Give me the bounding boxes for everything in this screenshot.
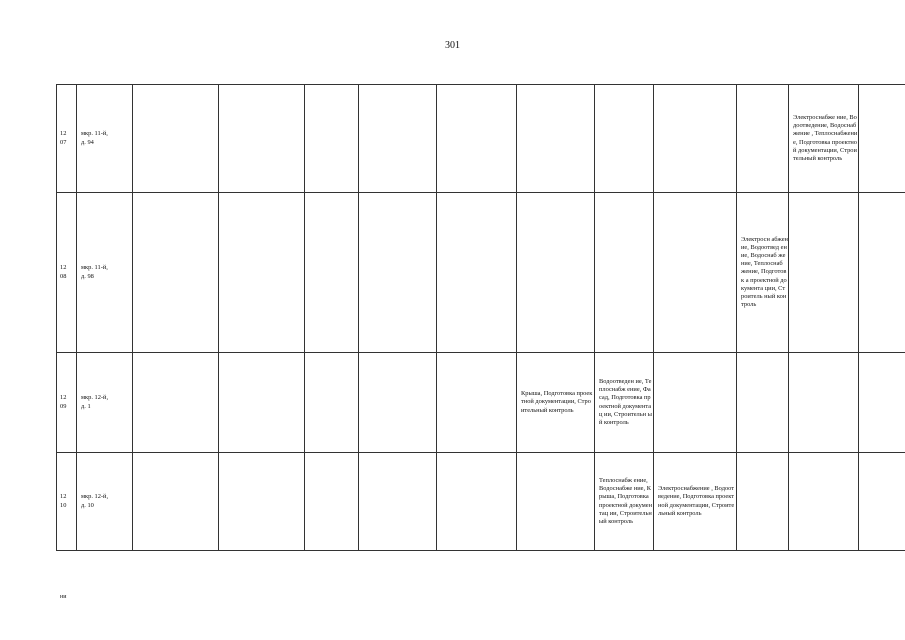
work-cell xyxy=(437,193,517,353)
works-table xyxy=(56,84,905,551)
address-cell: мкр. 11-й, д. 98 xyxy=(77,193,133,353)
table-row xyxy=(57,193,905,353)
work-cell: Водоотведен ие, Теплоснабж ение, Фасад, Подготовка проектной документац ии, Строительн ый контроль xyxy=(595,353,654,453)
page-number: 301 xyxy=(445,40,460,51)
work-cell xyxy=(517,85,595,193)
work-cell xyxy=(133,453,219,551)
work-cell xyxy=(133,353,219,453)
address-cell: мкр. 11-й, д. 94 xyxy=(77,85,133,193)
work-cell: Крыша, Подготовка проектной документации, Строительный контроль xyxy=(517,353,595,453)
work-cell xyxy=(437,453,517,551)
table-row xyxy=(57,85,905,193)
work-cell xyxy=(219,353,305,453)
table-row xyxy=(57,453,905,551)
address-cell: мкр. 12-й, д. 1 xyxy=(77,353,133,453)
work-cell xyxy=(737,453,789,551)
row-number: 12 10 xyxy=(57,453,77,551)
work-cell xyxy=(654,353,737,453)
work-cell xyxy=(305,353,359,453)
work-cell xyxy=(737,85,789,193)
work-cell: Электроснабже ние, Водоотведение, Водоснабжение , Теплоснабжени е, Подготовка проектной документации, Строительный контроль xyxy=(789,85,859,193)
work-cell xyxy=(654,85,737,193)
work-cell xyxy=(789,193,859,353)
address-cell: мкр. 12-й, д. 10 xyxy=(77,453,133,551)
work-cell xyxy=(305,85,359,193)
work-cell xyxy=(359,85,437,193)
work-cell xyxy=(305,193,359,353)
row-number: 12 08 xyxy=(57,193,77,353)
work-cell xyxy=(654,193,737,353)
work-cell xyxy=(789,353,859,453)
work-cell xyxy=(859,85,905,193)
footer-mark: ни xyxy=(60,594,67,600)
work-cell xyxy=(219,193,305,353)
work-cell xyxy=(595,193,654,353)
work-cell xyxy=(437,85,517,193)
work-cell xyxy=(305,453,359,551)
row-number: 12 09 xyxy=(57,353,77,453)
work-cell xyxy=(219,85,305,193)
work-cell xyxy=(517,193,595,353)
work-cell xyxy=(437,353,517,453)
work-cell xyxy=(789,453,859,551)
row-number: 12 07 xyxy=(57,85,77,193)
table-row xyxy=(57,353,905,453)
work-cell xyxy=(133,85,219,193)
work-cell xyxy=(359,453,437,551)
work-cell: Электросн абжение, Водоотвед ение, Водоснаб жение, Теплоснаб жение, Подготовк а проектной документа ции, Строитель ный контроль xyxy=(737,193,789,353)
work-cell xyxy=(859,193,905,353)
work-cell xyxy=(517,453,595,551)
work-cell xyxy=(737,353,789,453)
work-cell: Теплоснабж ение, Водоснабже ние, Крыша, Подготовка проектной документац ии, Строительн ый контроль xyxy=(595,453,654,551)
work-cell: Электроснабжение , Водоотведение, Подготовка проектной документации, Строительный контроль xyxy=(654,453,737,551)
work-cell xyxy=(359,193,437,353)
work-cell xyxy=(219,453,305,551)
work-cell xyxy=(859,353,905,453)
work-cell xyxy=(359,353,437,453)
work-cell xyxy=(859,453,905,551)
work-cell xyxy=(133,193,219,353)
work-cell xyxy=(595,85,654,193)
